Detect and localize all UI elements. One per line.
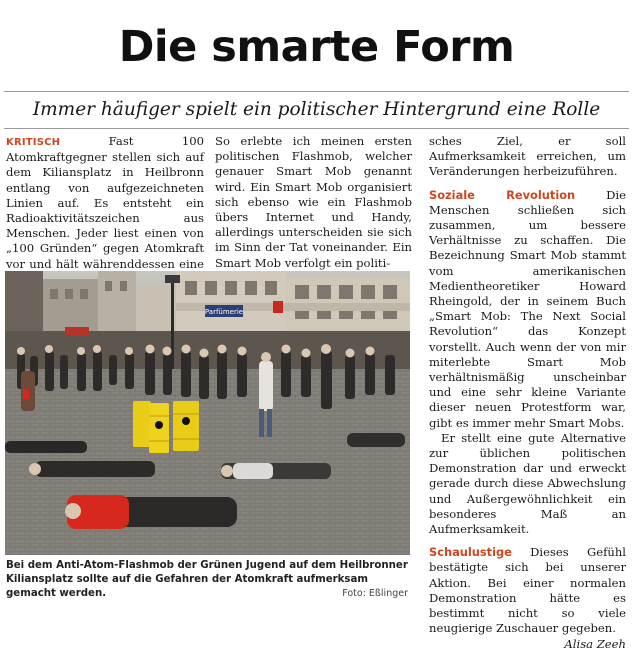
col3-intro: sches Ziel, er soll Aufmerksamkeit erreichen, um Veränderungen herbeizuführen. xyxy=(429,134,626,179)
photo-credit: Foto: Eßlinger xyxy=(342,588,408,599)
col2-paragraph: So erlebte ich meinen ersten politischen Flashmob, welcher genauer Smart Mob genannt wird. Ein Smart Mob organisiert sich ebenso wie ein Flashmob übers Internet und Handy, allerdings unterscheiden sie sich im Sinn der Tat voneinander. Ein Smart Mob verfolgt ein politi- xyxy=(215,134,412,270)
column-3 xyxy=(429,134,626,652)
sub-rule xyxy=(4,128,629,129)
col3-section2 xyxy=(429,545,626,651)
column-2 xyxy=(215,134,412,271)
column-1 xyxy=(6,134,204,287)
top-rule xyxy=(4,91,629,92)
col3-section1-text: Die Menschen schließen sich zusammen, um bessere Verhältnisse zu schaffen. Die Bezeichnung Smart Mob stammt vom amerikanischen Medientheoretiker Howard Rheingold, der in seinem Buch „Smart Mob: The Next Social Revolution“ das Konzept vorstellt. Auch wenn der von mir miterlebte Smart Mob verhältnismäßig unscheinbar und eine sehr kleine Variante dieser neuen Protestform war, gibt es immer mehr Smart Mobs. xyxy=(429,187,627,430)
author-name: Alisa Zeeh xyxy=(564,636,626,651)
keyword-kritisch: KRITISCH xyxy=(6,137,61,148)
yellow-barrels xyxy=(133,401,199,453)
photo-scene-illustration xyxy=(5,271,410,555)
col1-paragraph xyxy=(6,134,204,287)
caption-text: Bei dem Anti-Atom-Flashmob der Grünen Jugend auf dem Heilbronner Kiliansplatz sollte auf die Gefahren der Atomkraft aufmerksam gemacht werden. xyxy=(6,560,408,599)
keyword-soziale-revolution: Soziale Revolution xyxy=(429,187,576,202)
keyword-schaulustige: Schaulustige xyxy=(429,545,512,560)
col3-section2-text: Dieses Gefühl bestätigte sich bei unserer Aktion. Bei einer normalen Demonstration hätte es bestimmt nicht so viele neugierige Zuschauer gegeben. xyxy=(429,545,626,636)
col1-text: Fast 100 Atomkraftgegner stellen sich auf dem Kiliansplatz in Heilbronn entlang von aufgezeichneten Linien auf. Es entsteht ein Radioaktivitätszeichen aus Menschen. Jeder liest einen von „100 Gründen“ gegen Atomkraft vor und hält währenddessen eine xyxy=(6,134,205,271)
shop-sign-text: Parfümerie xyxy=(204,308,244,316)
photo-caption xyxy=(6,559,408,601)
col3-section1 xyxy=(429,188,626,431)
col3-section1-para2: Er stellt eine gute Alternative zur üblichen politischen Demonstration dar und erweckt gerade durch diese Abwechslung und Außergewöhnlichkeit ein besonderes Maß an Aufmerksamkeit. xyxy=(429,430,626,537)
flashmob-photo xyxy=(5,271,410,555)
headline: Die smarte Form xyxy=(118,22,515,72)
subheadline: Immer häufiger spielt ein politischer Hintergrund eine Rolle xyxy=(32,99,601,120)
